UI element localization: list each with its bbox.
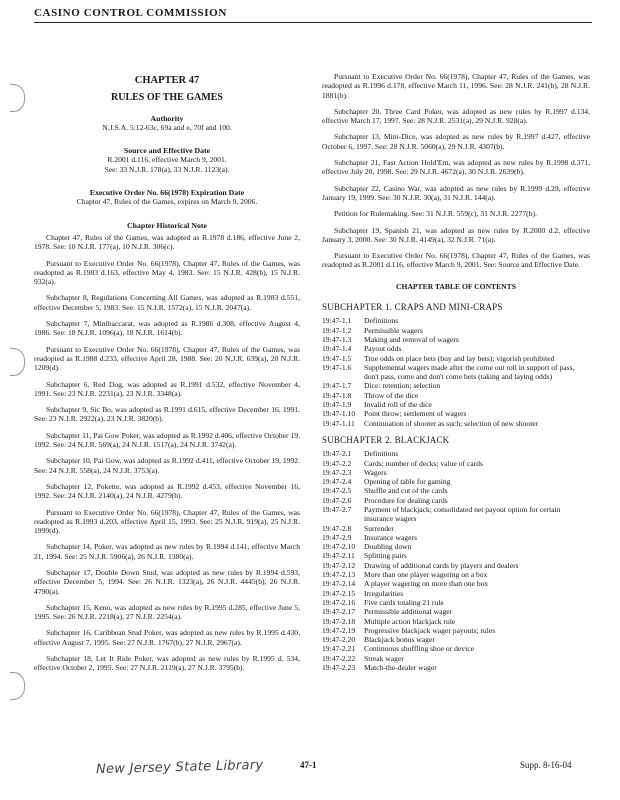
toc-section-number: 19:47-1.7 xyxy=(322,381,352,391)
toc-section-title: More than one player wagering on a box xyxy=(364,570,488,580)
toc-title: CHAPTER TABLE OF CONTENTS xyxy=(396,281,516,291)
subchapter-2-list xyxy=(322,449,590,672)
history-note: Subchapter 20, Three Card Poker, was adopted as new rules by R.1997 d.134, effective March 17, 1997. See: 28 N.J.R. 2531(a), 29 N.J.R. 928(a). xyxy=(322,106,590,126)
chapter-number: CHAPTER 47 xyxy=(134,75,200,86)
toc-section-title: Surrender xyxy=(364,523,394,533)
history-note: Subchapter 14, Poker, was adopted as new rules by R.1994 d.141, effective March 21, 1994. See: 25 N.J.R. 5906(a), 26 N.J.R. 1380(a). xyxy=(34,542,300,561)
toc-entry xyxy=(322,391,590,400)
toc-entry xyxy=(322,561,590,570)
subchapter-2-title: SUBCHAPTER 2. BLACKJACK xyxy=(322,434,450,445)
history-note: Subchapter 13, Mini-Dice, was adopted as new rules by R.1997 d.427, effective October 6, 1997. See: 28 N.J.R. 5060(a), 29 N.J.R. 4307(b). xyxy=(322,132,590,151)
toc-entry xyxy=(322,354,590,363)
toc-section-title: Point throw; settlement of wagers xyxy=(364,409,467,419)
toc-section-title: Blackjack bonus wager xyxy=(364,635,435,645)
history-note: Pursuant to Executive Order No. 66(1978), Chapter 47, Rules of the Games, was readopted as R.2001 d.116, effective March 9, 2001. See: Source and Effective Date. xyxy=(322,251,590,270)
history-notes-continued xyxy=(322,72,590,270)
authority-heading: Authority xyxy=(150,113,184,123)
history-note: Subchapter 9, Sic Bo, was adopted as R.1991 d.615, effective December 16, 1991. See: 23 N.J.R. 2922(a), 23 N.J.R. 3820(b). xyxy=(34,405,300,424)
toc-entry xyxy=(322,486,590,495)
history-note: Subchapter 18, Let It Ride Poker, was adopted as new rules by R.1995 d. 534, effective October 2, 1995. See: 27 N.J.R. 2119(a), 27 N.J.R. 3795(b). xyxy=(34,654,300,673)
history-note: Subchapter 16, Caribbean Stud Poker, was adopted as new rules by R.1995 d.430, effective August 7, 1995. See: 27 N.J.R. 1767(b), 27 N.J.R. 2967(a). xyxy=(34,628,300,647)
toc-section-number: 19:47-2.21 xyxy=(322,644,356,654)
toc-section-number: 19:47-2.10 xyxy=(322,542,356,552)
eo-heading: Executive Order No. 66(1978) Expiration Date xyxy=(89,188,245,198)
history-note: Petition for Rulemaking. See: 31 N.J.R. 559(c), 31 N.J.R. 2277(b). xyxy=(334,209,537,219)
toc-section-title: Irregularities xyxy=(364,588,404,598)
toc-section-number: 19:47-1.1 xyxy=(322,316,352,326)
history-note: Pursuant to Executive Order No. 66(1978), Chapter 47, Rules of the Games, was readopted as R.1993 d.203, effective April 15, 1993. See: 25 N.J.R. 919(a), 25 N.J.R. 1999(d). xyxy=(34,507,300,536)
toc-section-number: 19:47-1.5 xyxy=(322,353,352,363)
history-note: Subchapter 6, Red Dog, was adopted as R.1991 d.532, effective November 4, 1991. See: 23 N.J.R. 2231(a), 23 N.J.R. 3348(a). xyxy=(34,379,300,398)
toc-section-number: 19:47-2.3 xyxy=(322,467,352,477)
toc-entry xyxy=(322,409,590,418)
eo-text: Chapter 47, Rules of the Games, expires on March 9, 2006. xyxy=(76,197,258,207)
toc-section-number: 19:47-2.13 xyxy=(322,570,356,580)
toc-entry xyxy=(322,449,590,458)
library-stamp: New Jersey State Library xyxy=(95,757,264,778)
left-column xyxy=(34,72,300,680)
toc-section-number: 19:47-2.5 xyxy=(322,486,352,496)
binder-hole xyxy=(10,348,25,376)
history-notes xyxy=(34,233,300,673)
toc-section-number: 19:47-1.10 xyxy=(322,409,356,419)
toc-section-number: 19:47-2.4 xyxy=(322,477,352,487)
toc-section-title: A player wagering on more than one box xyxy=(364,579,489,589)
toc-entry xyxy=(322,570,590,579)
toc-section-title: Permissible additional wager xyxy=(364,607,453,617)
toc-section-number: 19:47-1.2 xyxy=(322,325,352,335)
toc-section-title: Definitions xyxy=(364,316,399,326)
toc-section-title: Continuous shuffling shoe or device xyxy=(364,644,474,654)
toc-section-number: 19:47-2.16 xyxy=(322,597,356,607)
toc-entry xyxy=(322,335,590,344)
toc-entry xyxy=(322,654,590,663)
toc-section-title: Drawing of additional cards by players and dealers xyxy=(364,560,519,570)
supplement-date: Supp. 8-16-04 xyxy=(520,760,572,770)
toc-entry xyxy=(322,524,590,533)
toc-entry xyxy=(322,505,590,524)
history-note: Subchapter 22, Casino War, was adopted as new rules by R.1999 d.29, effective January 19, 1999. See: 30 N.J.R. 30(a), 31 N.J.R. 144(a). xyxy=(322,183,590,202)
toc-entry xyxy=(322,496,590,505)
toc-entry xyxy=(322,419,590,428)
toc-section-title: Progressive blackjack wager payouts; rules xyxy=(364,625,496,635)
toc-section-title: Making and removal of wagers xyxy=(364,334,459,344)
history-heading: Chapter Historical Note xyxy=(127,220,207,230)
toc-section-title: Supplemental wagers made after the come out roll in support of pass, don't pass, come and don't come bets (taking and laying odds) xyxy=(364,362,575,382)
history-note: Subchapter 8, Regulations Concerning All Games, was adopted as R.1983 d.551, effective December 5, 1983. See: 15 N.J.R. 1572(a), 15 N.J.R. 2047(a). xyxy=(34,293,300,312)
toc-section-number: 19:47-2.2 xyxy=(322,458,352,468)
history-note: Subchapter 7, Minibaccarat, was adopted as R.1986 d.308, effective August 4, 1986. See: 18 N.J.R. 1096(a), 18 N.J.R. 1614(b). xyxy=(34,319,300,338)
toc-entry xyxy=(322,542,590,551)
authority-text: N.J.S.A. 5:12-63c, 69a and e, 70f and 100. xyxy=(102,122,232,132)
right-column xyxy=(322,72,590,672)
toc-section-number: 19:47-2.18 xyxy=(322,616,356,626)
binder-hole xyxy=(10,672,25,700)
source-heading: Source and Effective Date xyxy=(123,146,211,156)
toc-section-number: 19:47-2.9 xyxy=(322,532,352,542)
subchapter-1-list xyxy=(322,316,590,428)
toc-entry xyxy=(322,381,590,390)
header-rule xyxy=(34,22,592,23)
toc-section-title: Five cards totaling 21 rule xyxy=(364,597,444,607)
toc-section-title: Permissible wagers xyxy=(364,325,423,335)
toc-entry xyxy=(322,607,590,616)
toc-section-number: 19:47-2.12 xyxy=(322,560,356,570)
toc-section-title: True odds on place bets (buy and lay bets); vigorish prohibited xyxy=(364,353,555,363)
toc-section-title: Wagers xyxy=(364,467,387,477)
toc-section-number: 19:47-2.20 xyxy=(322,635,356,645)
subchapter-1-title: SUBCHAPTER 1. CRAPS AND MINI-CRAPS xyxy=(322,302,503,313)
chapter-title: RULES OF THE GAMES xyxy=(111,92,223,104)
toc-entry xyxy=(322,468,590,477)
toc-section-title: Payment of blackjack; consolidated net payout option for certain insurance wagers xyxy=(364,504,561,524)
toc-section-number: 19:47-2.11 xyxy=(322,551,355,561)
history-note: Subchapter 15, Keno, was adopted as new rules by R.1995 d.285, effective June 5, 1995. See: 26 N.J.R. 2218(a), 27 N.J.R. 2254(a). xyxy=(34,602,300,622)
history-note: Subchapter 12, Pokette, was adopted as R.1992 d.453, effective November 16, 1992. See: 24 N.J.R. 2140(a), 24 N.J.R. 4279(b). xyxy=(34,481,300,501)
toc-section-number: 19:47-2.19 xyxy=(322,625,356,635)
toc-section-title: Shuffle and cut of the cards xyxy=(364,486,448,496)
running-header: CASINO CONTROL COMMISSION xyxy=(34,7,227,19)
toc-section-number: 19:47-1.9 xyxy=(322,400,352,410)
toc-section-number: 19:47-2.17 xyxy=(322,607,356,617)
toc-section-number: 19:47-2.7 xyxy=(322,504,352,514)
binder-hole xyxy=(10,84,25,112)
history-note: Pursuant to Executive Order No. 66(1978), Chapter 47, Rules of the Games, was readopted as R.1988 d.233, effective April 28, 1988. See: 20 N.J.R. 639(a), 20 N.J.R. 1209(d). xyxy=(34,344,300,373)
toc-section-number: 19:47-2.22 xyxy=(322,653,356,663)
toc-section-number: 19:47-2.14 xyxy=(322,579,356,589)
source-line: See: 33 N.J.R. 178(a), 33 N.J.R. 1123(a). xyxy=(104,164,230,174)
toc-section-title: Payout odds xyxy=(364,344,402,354)
toc-entry xyxy=(322,598,590,607)
toc-entry xyxy=(322,459,590,468)
toc-entry xyxy=(322,635,590,644)
toc-section-number: 19:47-1.8 xyxy=(322,390,352,400)
toc-entry xyxy=(322,363,590,382)
toc-section-title: Definitions xyxy=(364,449,399,459)
toc-entry xyxy=(322,617,590,626)
toc-section-number: 19:47-2.1 xyxy=(322,449,352,459)
toc-section-number: 19:47-1.6 xyxy=(322,362,352,372)
toc-section-title: Match-the-dealer wager xyxy=(364,663,437,673)
toc-section-title: Cards; number of decks; value of cards xyxy=(364,458,483,468)
toc-section-number: 19:47-1.4 xyxy=(322,344,352,354)
history-note: Subchapter 19, Spanish 21, was adopted as new rules by R.2000 d.2, effective January 3, 2000. See: 30 N.J.R. 4149(a), 32 N.J.R. 71(a). xyxy=(322,225,590,244)
history-note: Subchapter 21, Fast Action Hold'Em, was adopted as new rules by R.1998 d.371, effective July 20, 1998. See: 29 N.J.R. 4672(a), 30 N.J.R. 2639(b). xyxy=(322,158,590,177)
toc-entry xyxy=(322,344,590,353)
history-note: Chapter 47, Rules of the Games, was adopted as R.1978 d.186, effective June 2, 1978. See: 10 N.J.R. 177(a), 10 N.J.R. 306(c). xyxy=(34,232,300,252)
toc-section-title: Insurance wagers xyxy=(364,532,417,542)
toc-section-title: Dice: retention; selection xyxy=(364,381,441,391)
toc-section-number: 19:47-1.11 xyxy=(322,418,355,428)
toc-entry xyxy=(322,400,590,409)
toc-section-title: Continuation of shooter as such; selection of new shooter xyxy=(364,418,539,428)
toc-entry xyxy=(322,589,590,598)
history-note: Subchapter 10, Pai Gow, was adopted as R.1992 d.411, effective October 19, 1992. See: 24 N.J.R. 558(a), 24 N.J.R. 3753(a). xyxy=(34,456,300,475)
history-note: Subchapter 11, Pai Gow Poker, was adopted as R.1992 d.406, effective October 19, 1992. See: 24 N.J.R. 569(a), 24 N.J.R. 1517(a), 24 N.J.R. 3742(a). xyxy=(34,430,300,450)
toc-entry xyxy=(322,477,590,486)
history-note: Pursuant to Executive Order No. 66(1978), Chapter 47, Rules of the Games, was readopted as R.1983 d.163, effective May 4, 1983. See: 15 N.J.R. 428(b), 15 N.J.R. 932(a). xyxy=(34,258,300,287)
toc-entry xyxy=(322,644,590,653)
toc-entry xyxy=(322,316,590,325)
history-note: Subchapter 17, Double Down Stud, was adopted as new rules by R.1994 d.593, effective December 5, 1994. See: 26 N.J.R. 1323(a), 26 N.J.R. 4445(b), 26 N.J.R. 4790(a). xyxy=(34,567,300,596)
history-note: Pursuant to Executive Order No. 66(1978), Chapter 47, Rules of the Games, was readopted as R.1996 d.178, effective March 11, 1996. See: 28 N.J.R. 241(b), 28 N.J.R. 1881(b). xyxy=(322,72,590,100)
toc-section-number: 19:47-1.3 xyxy=(322,334,352,344)
toc-section-title: Opening of table for gaming xyxy=(364,477,451,487)
toc-entry xyxy=(322,551,590,560)
toc-entry xyxy=(322,626,590,635)
toc-section-title: Splitting pairs xyxy=(364,551,407,561)
toc-entry xyxy=(322,326,590,335)
toc-entry xyxy=(322,579,590,588)
toc-section-number: 19:47-2.8 xyxy=(322,523,352,533)
toc-section-title: Throw of the dice xyxy=(364,390,419,400)
toc-section-title: Streak wager xyxy=(364,653,404,663)
toc-entry xyxy=(322,533,590,542)
toc-section-number: 19:47-2.6 xyxy=(322,495,352,505)
toc-section-title: Procedure for dealing cards xyxy=(364,495,448,505)
page-number: 47-1 xyxy=(300,760,317,770)
toc-section-number: 19:47-2.23 xyxy=(322,663,356,673)
toc-entry xyxy=(322,663,590,672)
toc-section-number: 19:47-2.15 xyxy=(322,588,356,598)
toc-section-title: Multiple action blackjack rule xyxy=(364,616,456,626)
toc-section-title: Doubling down xyxy=(364,542,412,552)
source-line: R.2001 d.116, effective March 9, 2001. xyxy=(107,155,227,165)
toc-section-title: Invalid roll of the dice xyxy=(364,400,432,410)
